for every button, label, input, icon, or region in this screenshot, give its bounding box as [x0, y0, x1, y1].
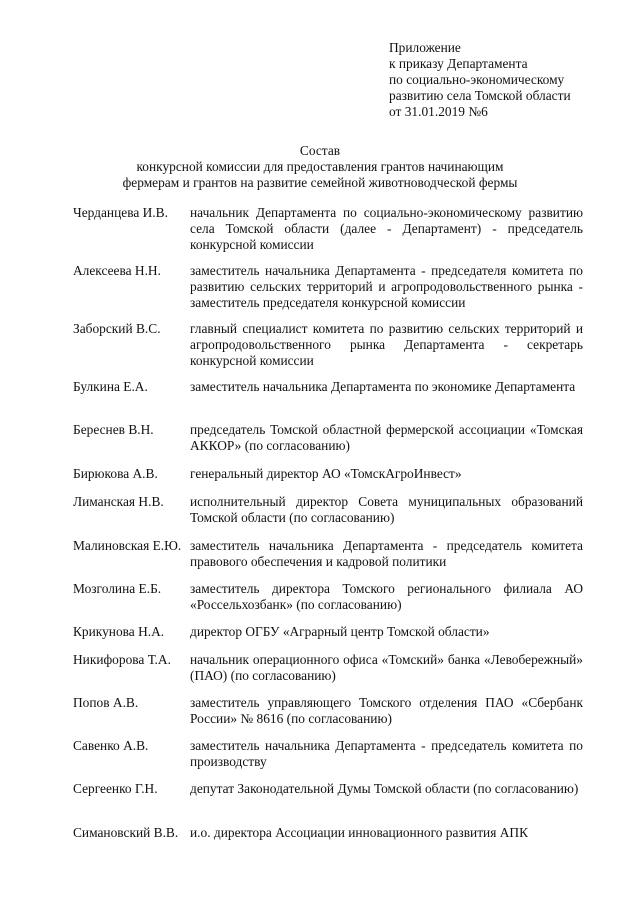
appendix-line: развитию села Томской области: [389, 88, 571, 103]
member-name: Попов А.В.: [73, 695, 139, 710]
member-role: депутат Законодательной Думы Томской области (по согласованию): [190, 781, 579, 796]
document-title: [40, 143, 600, 191]
member-role: главный специалист комитета по развитию сельских территорий и агропродовольственного рынка Департамента - секретарь конкурсной комиссии: [190, 321, 583, 368]
appendix-line: к приказу Департамента: [389, 56, 528, 71]
title-line: конкурсной комиссии для предоставления грантов начинающим: [136, 159, 504, 174]
member-role: заместитель управляющего Томского отделения ПАО «Сбербанк России» № 8616 (по согласованию): [190, 695, 583, 726]
member-name: Малиновская Е.Ю.: [73, 538, 182, 553]
member-role: председатель Томской областной фермерской ассоциации «Томская АККОР» (по согласованию): [190, 422, 583, 453]
member-role: заместитель начальника Департамента - председателя комитета по развитию сельских территорий и агропродовольственного рынка - заместитель председателя конкурсной комиссии: [190, 263, 583, 310]
member-name: Крикунова Н.А.: [73, 624, 165, 639]
member-name: Бирюкова А.В.: [73, 466, 158, 481]
member-role: заместитель директора Томского регионального филиала АО «Россельхозбанк» (по согласованию): [190, 581, 583, 612]
member-role: и.о. директора Ассоциации инновационного развития АПК: [190, 825, 529, 840]
appendix-header: [389, 40, 624, 120]
member-role: заместитель начальника Департамента - председатель комитета правового обеспечения и кадровой политики: [190, 538, 583, 569]
member-name: Никифорова Т.А.: [73, 652, 171, 667]
member-name: Береснев В.Н.: [73, 422, 154, 437]
member-role: начальник операционного офиса «Томский» банка «Левобережный» (ПАО) (по согласованию): [190, 652, 583, 683]
member-role: директор ОГБУ «Аграрный центр Томской области»: [190, 624, 490, 639]
member-name: Заборский В.С.: [73, 321, 161, 336]
member-name: Булкина Е.А.: [73, 379, 148, 394]
member-role: заместитель начальника Департамента - председатель комитета по производству: [190, 738, 583, 769]
member-name: Мозголина Е.Б.: [73, 581, 162, 596]
member-name: Савенко А.В.: [73, 738, 149, 753]
appendix-line: Приложение: [389, 40, 461, 55]
member-name: Черданцева И.В.: [73, 205, 168, 220]
appendix-line: от 31.01.2019 №6: [389, 104, 488, 119]
member-name: Сергеенко Г.Н.: [73, 781, 158, 796]
member-role: генеральный директор АО «ТомскАгроИнвест»: [190, 466, 462, 481]
member-name: Лиманская Н.В.: [73, 494, 164, 509]
appendix-line: по социально-экономическому: [389, 72, 565, 87]
title-line: Состав: [299, 143, 341, 158]
member-name: Алексеева Н.Н.: [73, 263, 161, 278]
title-line: фермерам и грантов на развитие семейной животноводческой фермы: [122, 175, 518, 190]
member-name: Симановский В.В.: [73, 825, 179, 840]
member-role: исполнительный директор Совета муниципальных образований Томской области (по согласованию): [190, 494, 583, 525]
member-role: заместитель начальника Департамента по экономике Департамента: [190, 379, 576, 394]
member-role: начальник Департамента по социально-экономическому развитию села Томской области (далее - Департамент) - председатель конкурсной комиссии: [190, 205, 583, 252]
